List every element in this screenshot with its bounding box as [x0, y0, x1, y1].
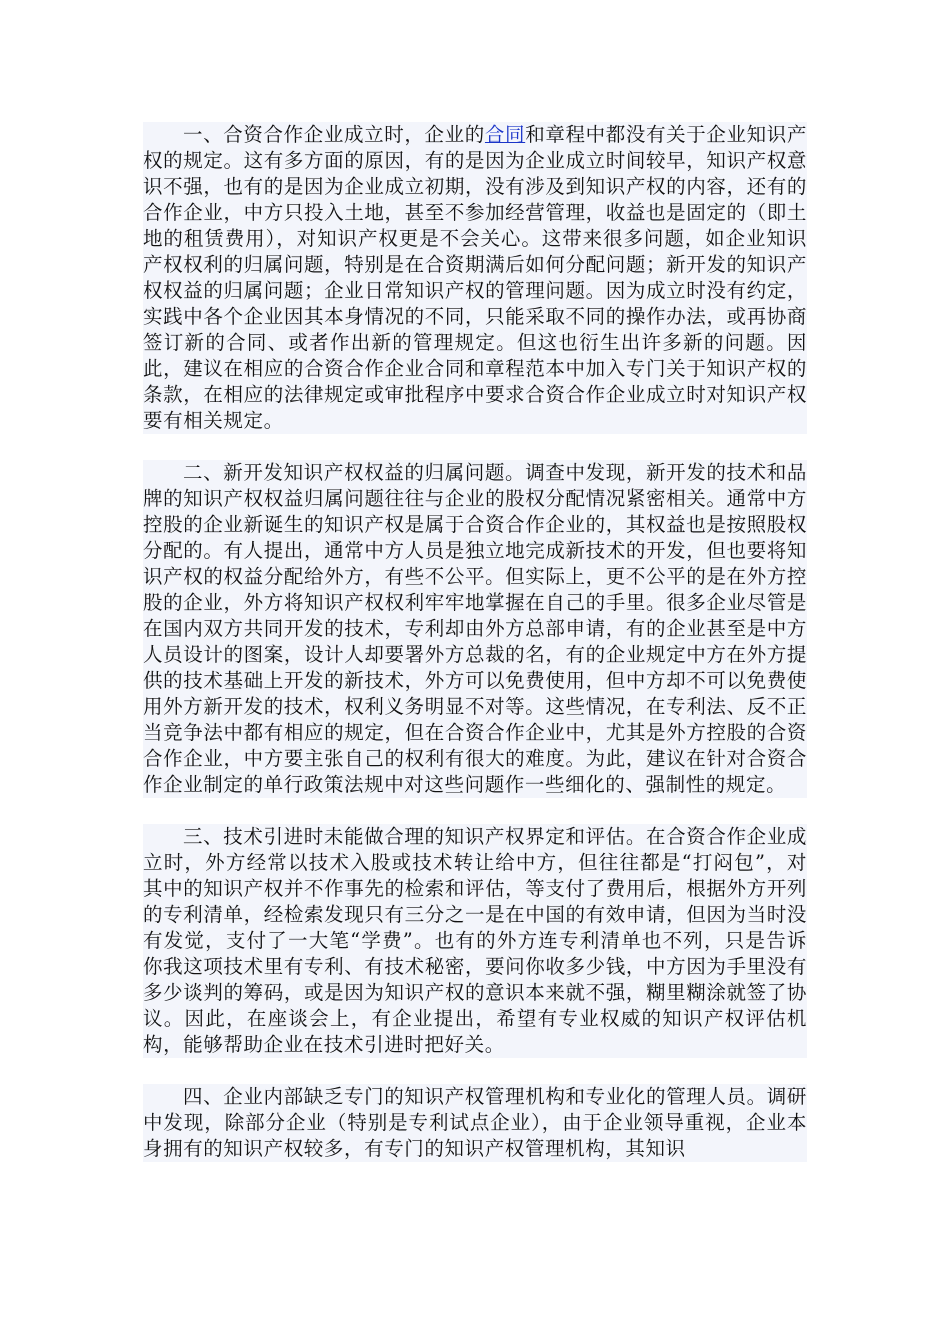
paragraph-1-text-after-link: 和章程中都没有关于企业知识产权的规定。这有多方面的原因，有的是因为企业成立时间较早，知识产权意识不强，也有的是因为企业成立初期，没有涉及到知识产权的内容，还有的合作企业，中方只投入土地，甚至不参加经营管理，收益也是固定的（即土地的租赁费用），对知识产权更是不会关心。这带来很多问题，如企业知识产权权利的归属问题，特别是在合资期满后如何分配问题；新开发的知识产权权益的归属问题；企业日常知识产权的管理问题。因为成立时没有约定，实践中各个企业因其本身情况的不同，只能采取不同的操作办法，或再协商签订新的合同、或者作出新的管理规定。但这也衍生出许多新的问题。因此，建议在相应的合资合作企业合同和章程范本中加入专门关于知识产权的条款，在相应的法律规定或审批程序中要求合资合作企业成立时对知识产权要有相关规定。 [143, 123, 807, 432]
contract-link[interactable]: 合同 [484, 123, 526, 146]
paragraph-2: 二、新开发知识产权权益的归属问题。调查中发现，新开发的技术和品牌的知识产权权益归属问题往往与企业的股权分配情况紧密相关。通常中方控股的企业新诞生的知识产权是属于合资合作企业的，其权益也是按照股权分配的。有人提出，通常中方人员是独立地完成新技术的开发，但也要将知识产权的权益分配给外方，有些不公平。但实际上，更不公平的是在外方控股的企业，外方将知识产权权利牢牢地掌握在自己的手里。很多企业尽管是在国内双方共同开发的技术，专利却由外方总部申请，有的企业甚至是中方人员设计的图案，设计人却要署外方总裁的名，有的企业规定中方在外方提供的技术基础上开发的新技术，外方可以免费使用，但中方却不可以免费使用外方新开发的技术，权利义务明显不对等。这些情况，在专利法、反不正当竞争法中都有相应的规定，但在合资合作企业中，尤其是外方控股的合资合作企业，中方要主张自己的权利有很大的难度。为此，建议在针对合资合作企业制定的单行政策法规中对这些问题作一些细化的、强制性的规定。 [143, 461, 807, 796]
paragraph-4: 四、企业内部缺乏专门的知识产权管理机构和专业化的管理人员。调研中发现，除部分企业（特别是专利试点企业），由于企业领导重视，企业本身拥有的知识产权较多，有专门的知识产权管理机构，其知识 [143, 1085, 807, 1160]
paragraph-1-text-before-link: 一、合资合作企业成立时，企业的 [182, 123, 485, 146]
paragraph-1 [143, 122, 807, 434]
paragraph-3: 三、技术引进时未能做合理的知识产权界定和评估。在合资合作企业成立时，外方经常以技术入股或技术转让给中方，但往往都是“打闷包”，对其中的知识产权并不作事先的检索和评估，等支付了费用后，根据外方开列的专利清单，经检索发现只有三分之一是在中国的有效申请，但因为当时没有发觉，支付了一大笔“学费”。也有的外方连专利清单也不列，只是告诉你我这项技术里有专利、有技术秘密，要问你收多少钱，中方因为手里没有多少谈判的筹码，或是因为知识产权的意识本来就不强，糊里糊涂就签了协议。因此，在座谈会上，有企业提出，希望有专业权威的知识产权评估机构，能够帮助企业在技术引进时把好关。 [143, 825, 807, 1056]
document-body [143, 122, 807, 1162]
